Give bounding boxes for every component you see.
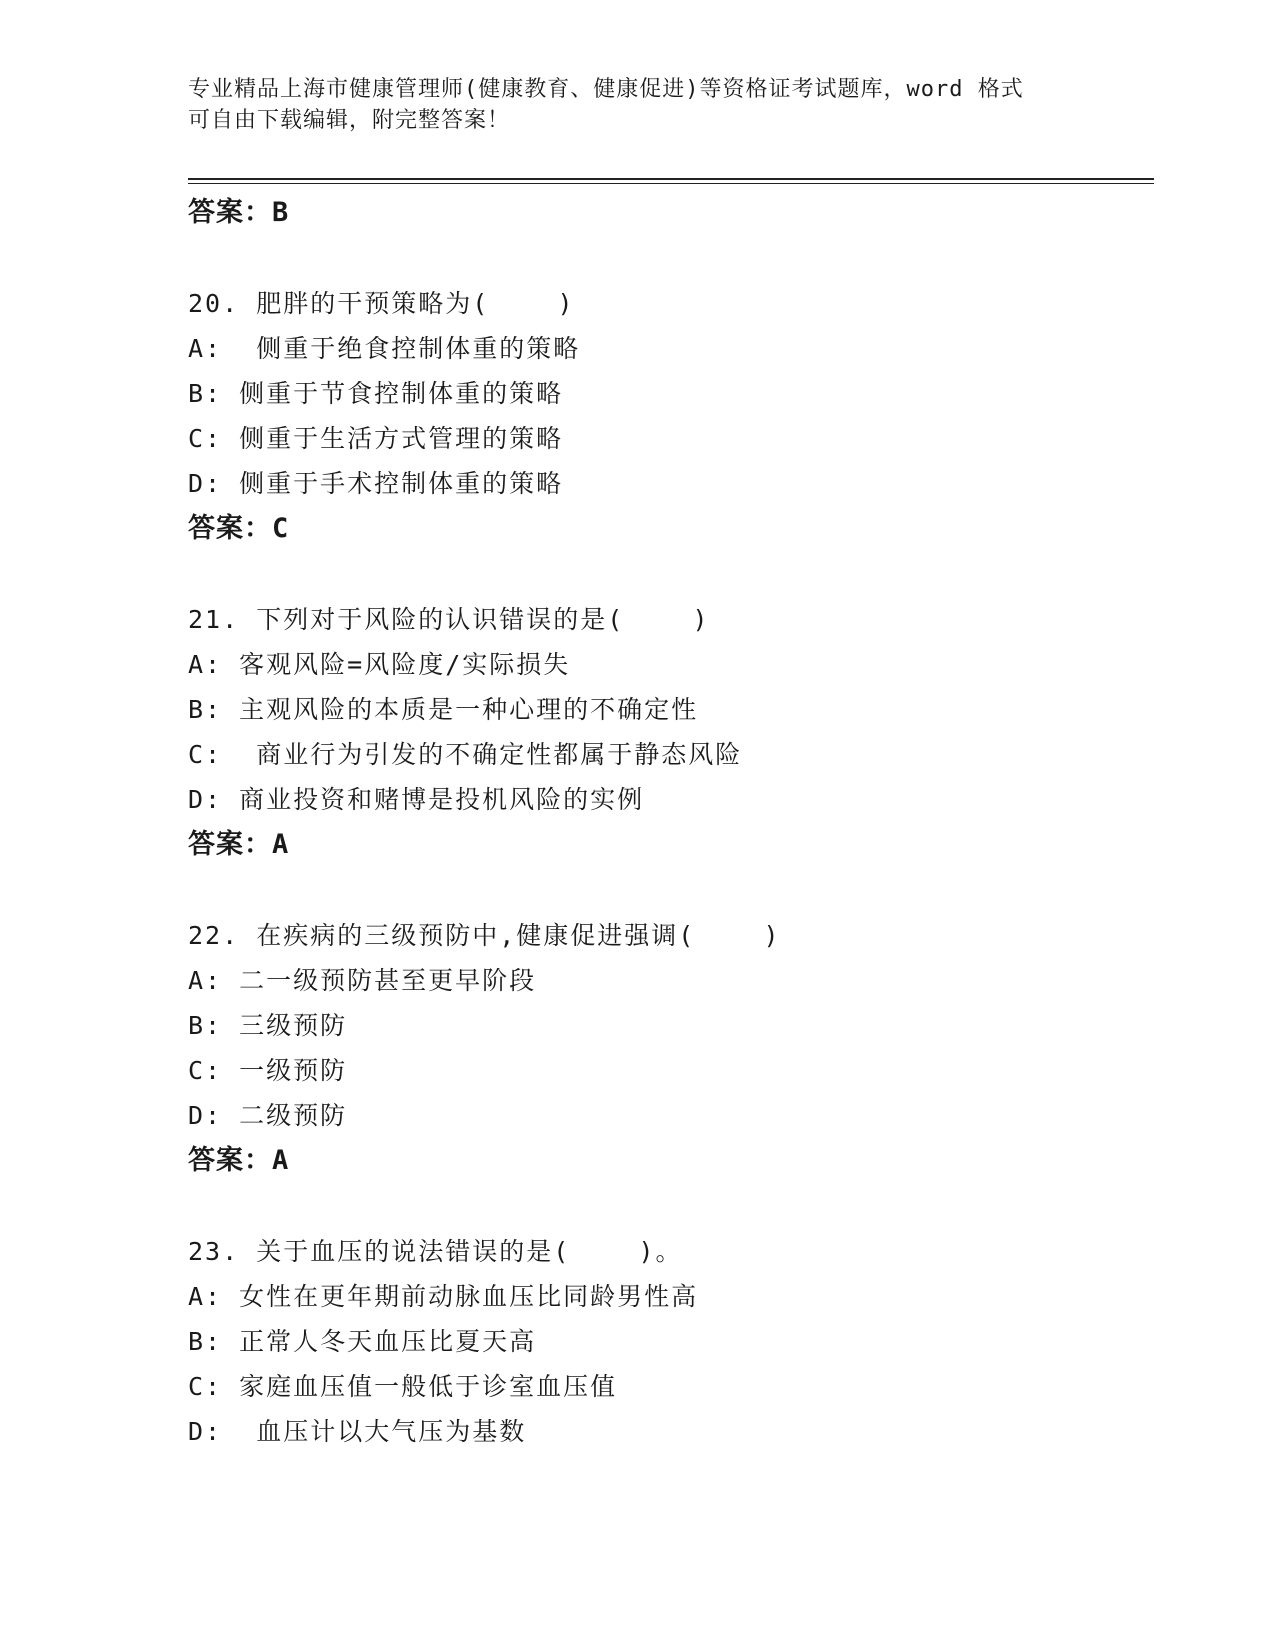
document-header bbox=[188, 74, 1088, 136]
question-22 bbox=[188, 913, 1148, 1183]
question-stem: 23. 关于血压的说法错误的是( )。 bbox=[188, 1237, 683, 1266]
option-b: B: 侧重于节食控制体重的策略 bbox=[188, 379, 564, 408]
option-d: D: 侧重于手术控制体重的策略 bbox=[188, 469, 564, 498]
option-c: C: 商业行为引发的不确定性都属于静态风险 bbox=[188, 740, 743, 769]
option-d: D: 血压计以大气压为基数 bbox=[188, 1417, 527, 1446]
option-d: D: 二级预防 bbox=[188, 1101, 348, 1130]
header-line-1: 专业精品上海市健康管理师(健康教育、健康促进)等资格证考试题库，word 格式 bbox=[188, 77, 1024, 102]
question-stem: 21. 下列对于风险的认识错误的是( ) bbox=[188, 605, 710, 634]
option-b: B: 正常人冬天血压比夏天高 bbox=[188, 1327, 537, 1356]
spacer bbox=[188, 1183, 1148, 1229]
option-a: A: 客观风险=风险度/实际损失 bbox=[188, 650, 571, 679]
option-c: C: 家庭血压值一般低于诊室血压值 bbox=[188, 1372, 618, 1401]
option-a: A: 女性在更年期前动脉血压比同龄男性高 bbox=[188, 1282, 699, 1311]
option-c: C: 侧重于生活方式管理的策略 bbox=[188, 424, 564, 453]
question-stem: 20. 肥胖的干预策略为( ) bbox=[188, 289, 575, 318]
question-21 bbox=[188, 597, 1148, 867]
question-stem: 22. 在疾病的三级预防中,健康促进强调( ) bbox=[188, 921, 781, 950]
header-line-2: 可自由下载编辑，附完整答案！ bbox=[188, 108, 511, 133]
option-b: B: 主观风险的本质是一种心理的不确定性 bbox=[188, 695, 699, 724]
option-d: D: 商业投资和赌博是投机风险的实例 bbox=[188, 785, 645, 814]
question-23 bbox=[188, 1229, 1148, 1454]
question-20 bbox=[188, 281, 1148, 551]
answer-line: 答案：C bbox=[188, 513, 290, 544]
option-a: A: 二一级预防甚至更早阶段 bbox=[188, 966, 537, 995]
option-a: A: 侧重于绝食控制体重的策略 bbox=[188, 334, 581, 363]
header-rule-thin bbox=[188, 183, 1154, 184]
document-body bbox=[188, 190, 1148, 1454]
spacer bbox=[188, 551, 1148, 597]
answer-line: 答案：A bbox=[188, 829, 290, 860]
spacer bbox=[188, 235, 1148, 281]
answer-line: 答案：B bbox=[188, 197, 290, 228]
answer-line: 答案：A bbox=[188, 1145, 290, 1176]
option-c: C: 一级预防 bbox=[188, 1056, 348, 1085]
option-b: B: 三级预防 bbox=[188, 1011, 348, 1040]
header-rule-thick bbox=[188, 178, 1154, 180]
spacer bbox=[188, 867, 1148, 913]
